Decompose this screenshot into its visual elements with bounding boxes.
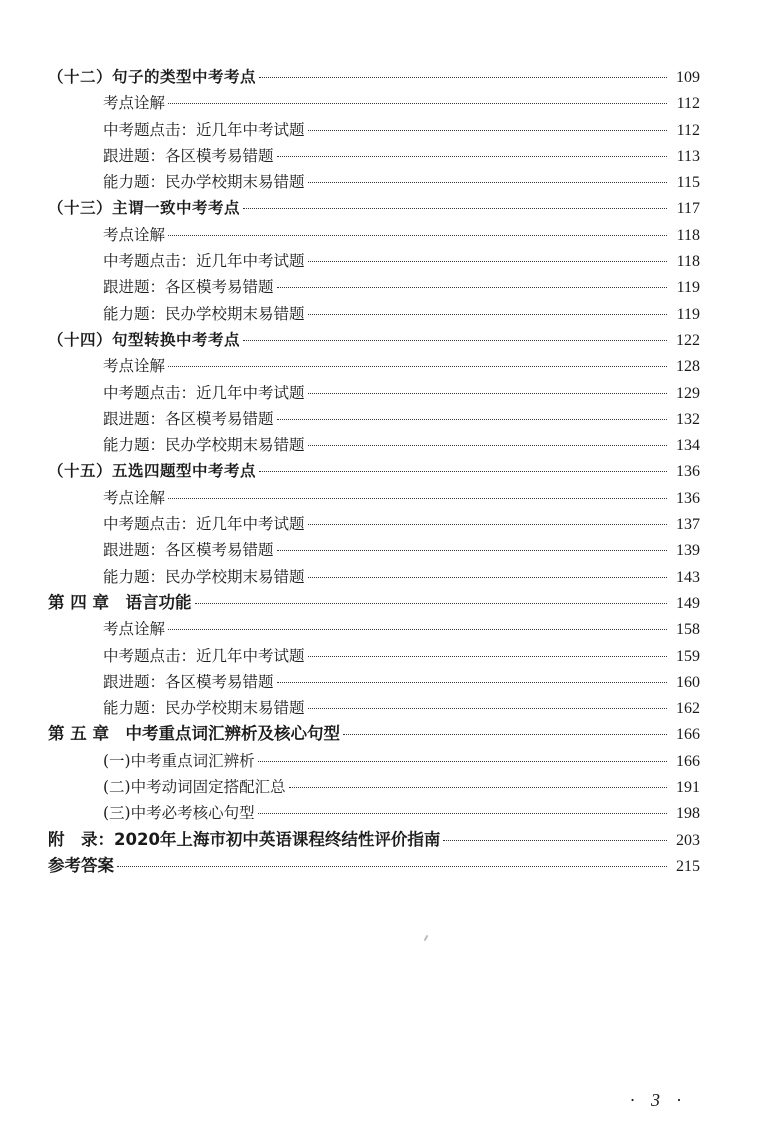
toc-entry[interactable] <box>48 616 700 642</box>
toc-entry[interactable] <box>48 695 700 721</box>
toc-entry-page: 162 <box>676 700 700 718</box>
toc-entry-label: 考点诠解 <box>103 620 166 639</box>
toc-entry-label: 中考题点击：近几年中考试题 <box>103 120 305 139</box>
toc-entry-label: （十三）主谓一致中考考点 <box>48 199 241 218</box>
toc-entry[interactable] <box>48 774 700 800</box>
toc-entry-page: 122 <box>676 331 700 349</box>
toc-entry-page: 159 <box>676 647 700 665</box>
toc-entry-page: 113 <box>676 147 700 165</box>
dot-leader <box>168 629 667 630</box>
toc-entry-label: 参考答案 <box>48 855 114 875</box>
toc-entry-page: 198 <box>676 805 700 823</box>
toc-entry-label: 跟进题：各区模考易错题 <box>103 146 274 165</box>
dot-leader <box>343 734 667 735</box>
dot-leader <box>277 419 667 420</box>
toc-entry-page: 149 <box>676 594 700 612</box>
toc-entry-page: 136 <box>676 489 700 507</box>
dot-leader <box>308 314 667 315</box>
toc-entry-label: 第 四 章 语言功能 <box>48 592 192 612</box>
toc-entry-label: 跟进题：各区模考易错题 <box>103 278 274 297</box>
toc-entry[interactable] <box>48 301 700 327</box>
toc-entry-page: 128 <box>676 358 700 376</box>
dot-leader <box>308 708 667 709</box>
dot-leader <box>195 603 668 604</box>
dot-leader <box>168 103 667 104</box>
toc-entry[interactable] <box>48 380 700 406</box>
toc-entry-label: 中考题点击：近几年中考试题 <box>103 515 305 534</box>
toc-entry-page: 109 <box>676 69 700 86</box>
toc-entry-page: 118 <box>676 226 700 244</box>
toc-entry[interactable] <box>48 485 700 511</box>
toc-entry[interactable] <box>48 143 700 169</box>
dot-leader <box>258 813 667 814</box>
toc-entry-label: 考点诠解 <box>103 94 166 113</box>
toc-entry-page: 191 <box>676 779 700 797</box>
toc-entry[interactable] <box>48 222 700 248</box>
dot-leader <box>277 287 667 288</box>
toc-entry-label: (一)中考重点词汇辨析 <box>103 751 255 770</box>
toc-entry-label: (二)中考动词固定搭配汇总 <box>103 778 286 797</box>
toc-entry[interactable] <box>48 458 700 484</box>
toc-entry[interactable] <box>48 721 700 747</box>
toc-entry-page: 112 <box>676 95 700 113</box>
toc-entry[interactable] <box>48 274 700 300</box>
dot-leader <box>168 498 667 499</box>
toc-entry-label: 考点诠解 <box>103 357 166 376</box>
toc-entry[interactable] <box>48 643 700 669</box>
toc-entry-label: 中考题点击：近几年中考试题 <box>103 252 305 271</box>
dot-leader <box>277 682 667 683</box>
toc-entry[interactable] <box>48 669 700 695</box>
dot-leader <box>308 577 667 578</box>
toc-entry[interactable] <box>48 64 700 90</box>
toc-entry-label: （十四）句型转换中考考点 <box>48 330 241 349</box>
toc-entry[interactable] <box>48 800 700 826</box>
toc-entry-page: 136 <box>676 463 700 481</box>
toc-entry[interactable] <box>48 117 700 143</box>
toc-entry-page: 129 <box>676 384 700 402</box>
dot-leader <box>308 524 667 525</box>
toc-entry-label: 能力题：民办学校期末易错题 <box>103 304 305 323</box>
toc-entry-page: 158 <box>676 621 700 639</box>
dot-leader <box>258 761 667 762</box>
dot-leader <box>277 156 667 157</box>
scan-speck <box>424 935 429 941</box>
dot-leader <box>168 366 667 367</box>
toc-entry[interactable] <box>48 353 700 379</box>
toc-entry-page: 112 <box>676 121 700 139</box>
toc-entry-label: 跟进题：各区模考易错题 <box>103 672 274 691</box>
toc-entry[interactable] <box>48 327 700 353</box>
toc-entry-label: （十五）五选四题型中考考点 <box>48 462 257 481</box>
toc-entry-page: 137 <box>676 516 700 534</box>
toc-entry-label: 中考题点击：近几年中考试题 <box>103 646 305 665</box>
toc-entry-label: (三)中考必考核心句型 <box>103 804 255 823</box>
toc-entry-label: 能力题：民办学校期末易错题 <box>103 436 305 455</box>
toc-entry-page: 134 <box>676 437 700 455</box>
toc-entry[interactable] <box>48 853 700 879</box>
dot-leader <box>117 866 667 867</box>
dot-leader <box>308 182 667 183</box>
toc-entry[interactable] <box>48 537 700 563</box>
toc-entry-page: 203 <box>676 831 700 849</box>
dot-leader <box>308 393 667 394</box>
toc-entry-label: 中考题点击：近几年中考试题 <box>103 383 305 402</box>
dot-leader <box>168 235 667 236</box>
toc-entry-page: 119 <box>676 305 700 323</box>
toc-entry-label: 附 录：2020年上海市初中英语课程终结性评价指南 <box>48 829 441 849</box>
toc-entry-page: 117 <box>676 200 700 218</box>
toc-entry-label: 能力题：民办学校期末易错题 <box>103 173 305 192</box>
toc-entry[interactable] <box>48 406 700 432</box>
dot-leader <box>243 208 667 209</box>
toc-entry-label: 第 五 章 中考重点词汇辨析及核心句型 <box>48 724 340 744</box>
dot-leader <box>259 471 667 472</box>
toc-entry-label: 能力题：民办学校期末易错题 <box>103 699 305 718</box>
toc-entry[interactable] <box>48 195 700 221</box>
toc-entry[interactable] <box>48 748 700 774</box>
dot-leader <box>259 77 667 78</box>
toc-entry-label: 跟进题：各区模考易错题 <box>103 409 274 428</box>
toc-entry[interactable] <box>48 511 700 537</box>
table-of-contents <box>48 64 700 879</box>
toc-entry[interactable] <box>48 827 700 853</box>
dot-leader <box>308 656 667 657</box>
dot-leader <box>443 840 667 841</box>
toc-entry-label: 能力题：民办学校期末易错题 <box>103 567 305 586</box>
toc-entry[interactable] <box>48 169 700 195</box>
dot-leader <box>308 261 667 262</box>
toc-entry-label: 跟进题：各区模考易错题 <box>103 541 274 560</box>
toc-entry-page: 160 <box>676 673 700 691</box>
dot-leader <box>243 340 667 341</box>
toc-entry-page: 119 <box>676 279 700 297</box>
page-number: · 3 · <box>630 1090 687 1110</box>
toc-entry-page: 132 <box>676 410 700 428</box>
toc-entry[interactable] <box>48 90 700 116</box>
dot-leader <box>277 550 667 551</box>
toc-entry-page: 166 <box>676 726 700 744</box>
toc-entry[interactable] <box>48 432 700 458</box>
toc-entry-label: （十二）句子的类型中考考点 <box>48 68 257 86</box>
toc-entry-page: 215 <box>676 857 700 875</box>
toc-entry[interactable] <box>48 248 700 274</box>
toc-entry-page: 143 <box>676 568 700 586</box>
toc-entry[interactable] <box>48 564 700 590</box>
toc-entry-page: 118 <box>676 253 700 271</box>
dot-leader <box>308 445 667 446</box>
dot-leader <box>289 787 667 788</box>
toc-entry[interactable] <box>48 590 700 616</box>
dot-leader <box>308 130 667 131</box>
toc-entry-page: 115 <box>676 174 700 192</box>
toc-entry-label: 考点诠解 <box>103 225 166 244</box>
toc-entry-page: 166 <box>676 752 700 770</box>
toc-entry-label: 考点诠解 <box>103 488 166 507</box>
toc-entry-page: 139 <box>676 542 700 560</box>
